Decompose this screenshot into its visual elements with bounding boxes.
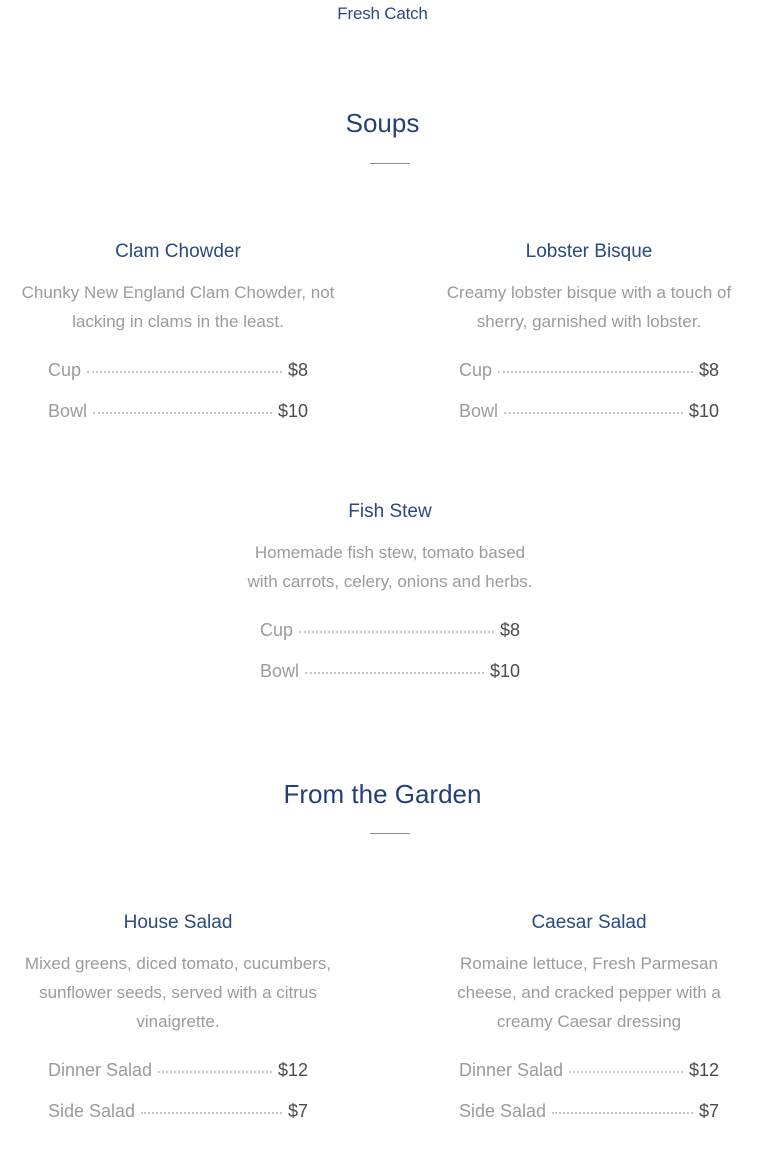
section-title-soups: Soups — [345, 108, 420, 138]
price-value: $7 — [287, 1101, 308, 1121]
item-name: Caesar Salad — [531, 912, 647, 933]
dot-leader — [552, 1112, 693, 1114]
section-title-garden: From the Garden — [283, 779, 482, 809]
item-description: Homemade fish stew, tomato based with carrots, celery, onions and herbs. — [247, 543, 533, 591]
price-list — [18, 1060, 338, 1142]
price-value: $12 — [688, 1060, 719, 1080]
price-label: Dinner Salad — [459, 1060, 564, 1080]
price-label: Bowl — [260, 661, 300, 681]
price-value: $12 — [277, 1060, 308, 1080]
price-label: Dinner Salad — [48, 1060, 153, 1080]
price-label: Side Salad — [459, 1101, 547, 1121]
item-name: Fish Stew — [348, 501, 432, 522]
price-label: Side Salad — [48, 1101, 136, 1121]
price-row — [459, 1060, 719, 1101]
price-row — [459, 401, 719, 442]
dot-leader — [93, 412, 272, 414]
price-value: $8 — [499, 620, 520, 640]
price-value: $8 — [287, 360, 308, 380]
price-list — [18, 360, 338, 442]
menu-item-fish-stew — [230, 498, 550, 702]
menu-item-clam-chowder — [18, 238, 338, 442]
section-divider — [370, 163, 410, 164]
dot-leader — [158, 1071, 272, 1073]
price-label: Bowl — [459, 401, 499, 421]
price-value: $7 — [698, 1101, 719, 1121]
item-description: Romaine lettuce, Fresh Parmesan cheese, and cracked pepper with a creamy Caesar dressing — [457, 954, 721, 1031]
dot-leader — [305, 672, 484, 674]
price-row — [48, 360, 308, 401]
price-row — [260, 661, 520, 702]
menu-item-house-salad — [18, 909, 338, 1142]
price-list — [429, 1060, 749, 1142]
item-description: Creamy lobster bisque with a touch of sherry, garnished with lobster. — [446, 283, 732, 331]
price-row — [48, 401, 308, 442]
item-name: House Salad — [123, 912, 233, 933]
dot-leader — [498, 371, 693, 373]
menu-item-caesar-salad — [429, 909, 749, 1142]
price-label: Cup — [260, 620, 294, 640]
dot-leader — [504, 412, 683, 414]
price-list — [429, 360, 749, 442]
price-row — [48, 1101, 308, 1142]
price-row — [459, 360, 719, 401]
dot-leader — [299, 631, 494, 633]
section-divider — [370, 833, 410, 834]
dot-leader — [87, 371, 282, 373]
price-row — [459, 1101, 719, 1142]
menu-item-lobster-bisque — [429, 238, 749, 442]
price-row — [260, 620, 520, 661]
price-list — [230, 620, 550, 702]
fresh-catch-link[interactable]: Fresh Catch — [337, 4, 428, 23]
item-name: Clam Chowder — [115, 241, 241, 262]
price-value: $10 — [688, 401, 719, 421]
item-description: Mixed greens, diced tomato, cucumbers, sunflower seeds, served with a citrus vinaigrette. — [24, 954, 332, 1031]
item-name: Lobster Bisque — [525, 241, 653, 262]
price-label: Cup — [459, 360, 493, 380]
price-label: Cup — [48, 360, 82, 380]
price-value: $10 — [277, 401, 308, 421]
price-value: $8 — [698, 360, 719, 380]
price-value: $10 — [489, 661, 520, 681]
item-description: Chunky New England Clam Chowder, not lacking in clams in the least. — [21, 283, 335, 331]
price-row — [48, 1060, 308, 1101]
dot-leader — [569, 1071, 683, 1073]
price-label: Bowl — [48, 401, 88, 421]
dot-leader — [141, 1112, 282, 1114]
